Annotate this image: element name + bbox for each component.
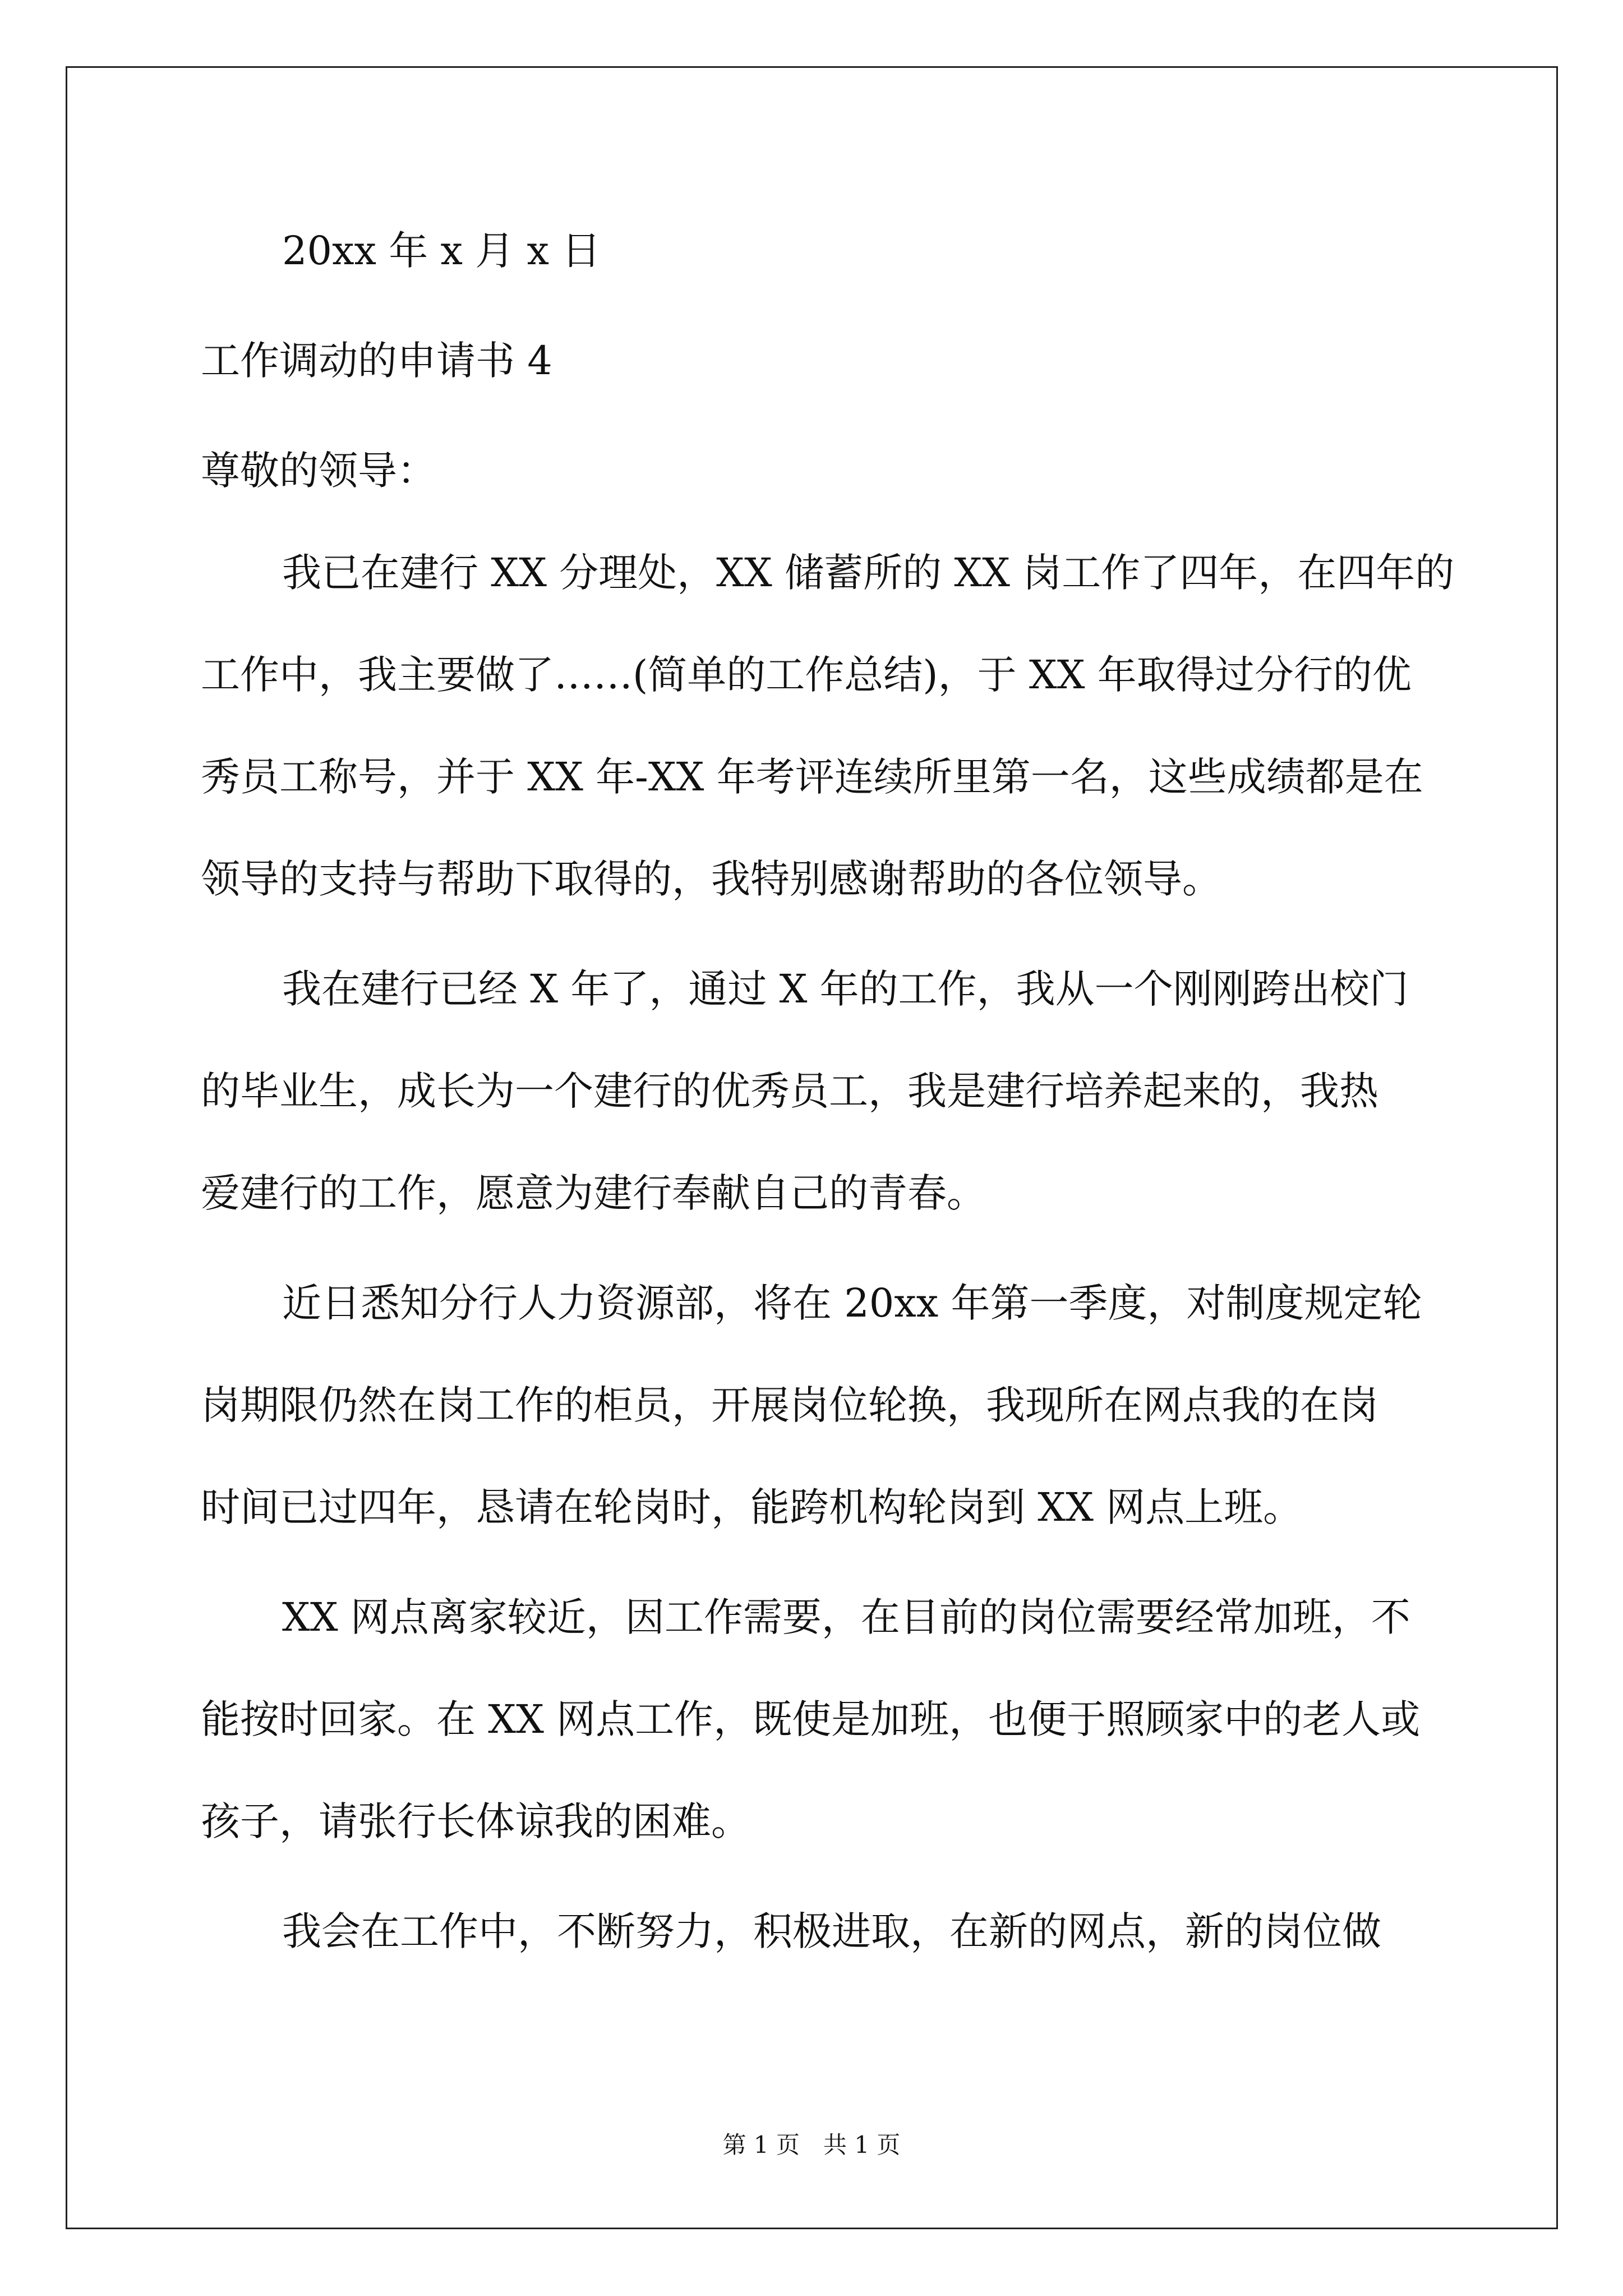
paragraph-line: 岗期限仍然在岗工作的柜员，开展岗位轮换，我现所在网点我的在岗 [201,1382,1378,1428]
document-title: 工作调动的申请书 4 [201,338,552,384]
paragraph-line: 近日悉知分行人力资源部，将在 20xx 年第一季度，对制度规定轮 [282,1280,1422,1326]
paragraph-line: 工作中，我主要做了……(简单的工作总结)，于 XX 年取得过分行的优 [201,652,1412,698]
paragraph-line: 的毕业生，成长为一个建行的优秀员工，我是建行培养起来的，我热 [201,1068,1378,1114]
salutation: 尊敬的领导： [201,448,436,494]
date-line: 20xx 年 x 月 x 日 [282,228,601,274]
paragraph-line: 领导的支持与帮助下取得的，我特别感谢帮助的各位领导。 [201,856,1221,902]
paragraph-line: 能按时回家。在 XX 网点工作，既使是加班，也便于照顾家中的老人或 [201,1696,1421,1742]
paragraph-line: 我已在建行 XX 分理处，XX 储蓄所的 XX 岗工作了四年，在四年的 [282,550,1455,596]
page-border [66,66,1558,2229]
page-number: 第 1 页 共 1 页 [722,2131,901,2159]
paragraph-line: 孩子，请张行长体谅我的困难。 [201,1798,750,1844]
paragraph-line: 我在建行已经 X 年了，通过 X 年的工作，我从一个刚刚跨出校门 [282,966,1409,1012]
paragraph-line: 时间已过四年，恳请在轮岗时，能跨机构轮岗到 XX 网点上班。 [201,1484,1303,1530]
paragraph-line: 爱建行的工作，愿意为建行奉献自己的青春。 [201,1170,986,1216]
paragraph-line: XX 网点离家较近，因工作需要，在目前的岗位需要经常加班，不 [282,1594,1410,1640]
paragraph-line: 秀员工称号，并于 XX 年-XX 年考评连续所里第一名，这些成绩都是在 [201,754,1423,800]
paragraph-line: 我会在工作中，不断努力，积极进取，在新的网点，新的岗位做 [282,1908,1381,1954]
